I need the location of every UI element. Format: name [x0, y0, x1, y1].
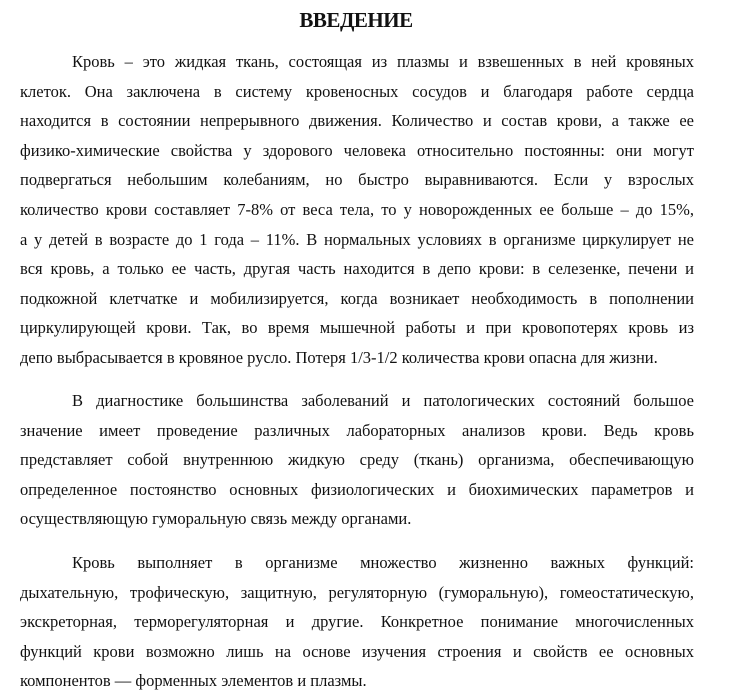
text-line: определенное постоянство основных физиологических и биохимических параметров и [20, 479, 694, 499]
paragraph-functions [20, 548, 694, 696]
text-line: депо выбрасывается в кровяное русло. Потеря 1/3-1/2 количества крови опасна для жизни. [20, 347, 658, 367]
text-line: находится в состоянии непрерывного движения. Количество и состав крови, а также ее [20, 111, 694, 131]
text-line: а у детей в возрасте до 1 года – 11%. В нормальных условиях в организме циркулирует не [20, 229, 694, 249]
text-line: экскреторная, терморегуляторная и другие. Конкретное понимание многочисленных [20, 612, 694, 632]
text-line: осуществляющую гуморальную связь между органами. [20, 509, 412, 529]
text-line: представляет собой внутреннюю жидкую среду (ткань) организма, обеспечивающую [20, 450, 694, 470]
text-line: функций крови возможно лишь на основе изучения строения и свойств ее основных [20, 641, 694, 661]
text-line: дыхательную, трофическую, защитную, регуляторную (гуморальную), гомеостатическую, [20, 582, 694, 602]
text-line: количество крови составляет 7-8% от веса тела, то у новорожденных ее больше – до 15%, [20, 199, 694, 219]
document-title: ВВЕДЕНИЕ [299, 8, 413, 32]
text-line: В диагностике большинства заболеваний и патологических состояний большое [72, 391, 694, 410]
paragraph-diagnostics [20, 386, 694, 534]
text-line: значение имеет проведение различных лабораторных анализов крови. Ведь кровь [20, 420, 694, 440]
text-line: циркулирующей крови. Так, во время мышечной работы и при кровопотерях кровь из [20, 318, 694, 338]
text-line: клеток. Она заключена в систему кровеносных сосудов и благодаря работе сердца [20, 81, 694, 101]
text-line: вся кровь, а только ее часть, другая часть находится в депо крови: в селезенке, печени и [20, 259, 694, 279]
paragraph-blood-definition [20, 47, 694, 373]
text-line: Кровь выполняет в организме множество жизненно важных функций: [72, 553, 694, 572]
text-line: Кровь – это жидкая ткань, состоящая из плазмы и взвешенных в ней кровяных [72, 52, 694, 71]
text-line: компонентов — форменных элементов и плазмы. [20, 671, 367, 691]
text-line: подвергаться небольшим колебаниям, но быстро выравниваются. Если у взрослых [20, 170, 694, 190]
text-line: подкожной клетчатке и мобилизируется, когда возникает необходимость в пополнении [20, 288, 694, 308]
text-line: физико-химические свойства у здорового человека относительно постоянны: они могут [20, 140, 694, 160]
